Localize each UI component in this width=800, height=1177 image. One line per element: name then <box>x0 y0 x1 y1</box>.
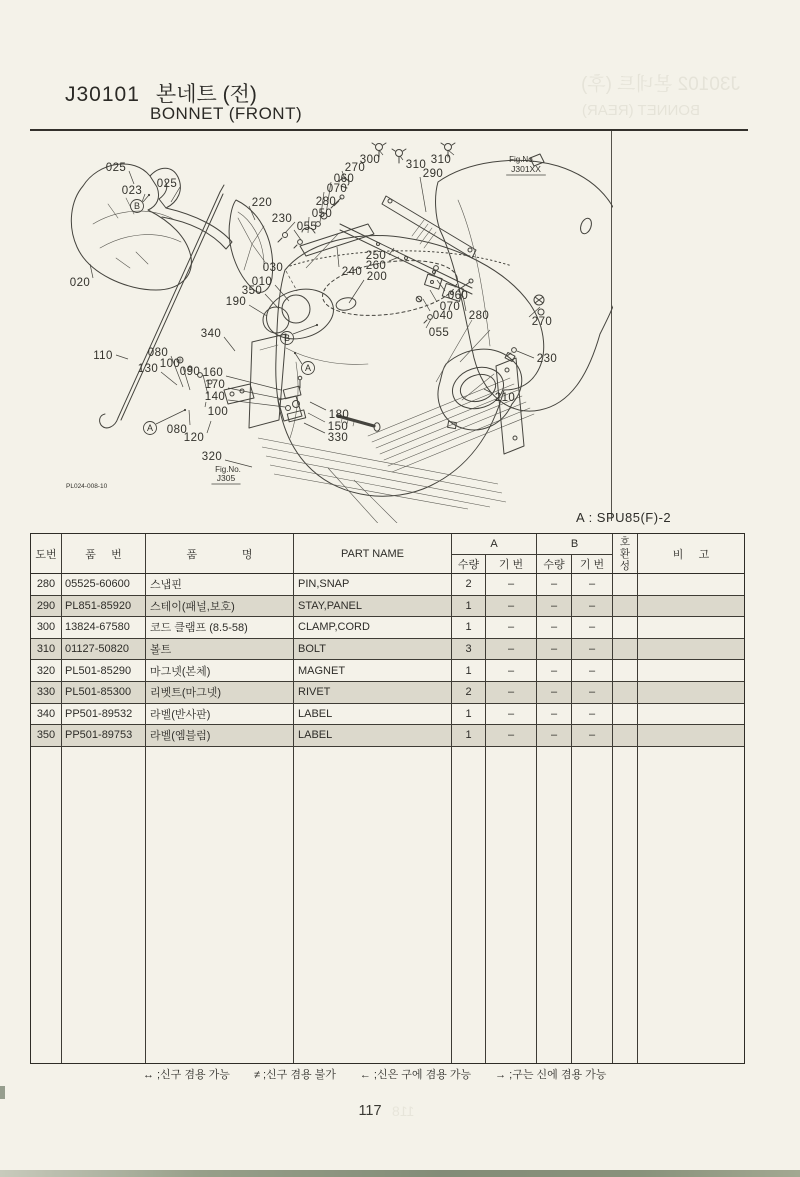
cell-compat <box>612 704 637 725</box>
callout-070: 070 <box>439 301 461 313</box>
callout-260: 260 <box>365 260 387 272</box>
leader-line <box>484 389 492 393</box>
table-empty-grid <box>31 747 744 1063</box>
callout-230: 230 <box>536 353 558 365</box>
cell-part_name: CLAMP,CORD <box>293 617 451 638</box>
cell-remarks <box>637 660 744 681</box>
cell-part_name: PIN,SNAP <box>293 574 451 595</box>
callout-040: 040 <box>432 310 454 322</box>
figure-reference-text: Fig.No. <box>215 465 241 474</box>
cell-a_qty: 1 <box>451 596 485 617</box>
marker-leader <box>293 325 317 334</box>
callout-320: 320 <box>201 451 223 463</box>
cell-name_kr: 라벨(엠블럼) <box>145 725 293 746</box>
table-row <box>31 639 744 661</box>
callout-300: 300 <box>359 154 381 166</box>
col-header-qty-b: 수량 <box>536 555 571 573</box>
exploded-diagram-svg <box>38 138 613 523</box>
legend-item: ← ;신은 구에 겸용 가능 <box>359 1069 472 1081</box>
callout-030: 030 <box>262 262 284 274</box>
cell-a_serial: – <box>485 596 536 617</box>
left-arrow-icon: ← <box>359 1069 371 1081</box>
callout-110: 110 <box>93 350 113 362</box>
callout-190: 190 <box>225 296 247 308</box>
col-header-serial-b: 기 번 <box>571 555 612 573</box>
cell-b_qty: – <box>536 596 571 617</box>
cell-compat <box>612 574 637 595</box>
rear-cowl-drawing <box>436 154 613 454</box>
cell-compat <box>612 617 637 638</box>
cell-part_no: PL501-85290 <box>61 660 145 681</box>
callout-020: 020 <box>69 277 91 289</box>
cell-a_qty: 1 <box>451 704 485 725</box>
callout-120: 120 <box>183 432 205 444</box>
callout-240: 240 <box>341 266 363 278</box>
right-arrow-icon: → <box>495 1069 507 1081</box>
cell-a_serial: – <box>485 639 536 660</box>
legend-item: ≠ ;신구 겸용 불가 <box>253 1069 336 1081</box>
cell-b_qty: – <box>536 617 571 638</box>
cell-a_serial: – <box>485 660 536 681</box>
cell-name_kr: 마그넷(본체) <box>145 660 293 681</box>
cell-b_serial: – <box>571 596 612 617</box>
cell-b_serial: – <box>571 725 612 746</box>
callout-180: 180 <box>328 409 350 421</box>
title-english: BONNET (FRONT) <box>150 104 303 123</box>
cell-a_qty: 1 <box>451 617 485 638</box>
legend-item: ↔ ;신구 겸용 가능 <box>143 1069 230 1081</box>
cell-b_serial: – <box>571 639 612 660</box>
cell-part_no: PP501-89532 <box>61 704 145 725</box>
cell-remarks <box>637 682 744 703</box>
cell-fig: 350 <box>36 729 56 742</box>
callout-100: 100 <box>159 358 181 370</box>
table-row <box>31 704 744 726</box>
cell-part_no: 05525-60600 <box>61 574 145 595</box>
not-equal-icon: ≠ <box>253 1069 260 1081</box>
cell-fig: 340 <box>36 707 56 720</box>
title-korean: 본네트 (전) <box>155 83 257 106</box>
cell-name_kr: 스테이(패널,보호) <box>145 596 293 617</box>
callout-270: 270 <box>344 162 366 174</box>
cell-a_qty: 1 <box>451 660 485 681</box>
model-note: A : SPU85(F)-2 <box>576 510 672 525</box>
table-row <box>31 725 744 747</box>
callout-060: 060 <box>333 173 355 185</box>
cell-part_name: MAGNET <box>293 660 451 681</box>
cell-fig: 280 <box>36 578 56 591</box>
cell-remarks <box>637 596 744 617</box>
cell-fig: 290 <box>36 599 56 612</box>
page-number: 117 <box>358 1103 382 1119</box>
cell-part_no: PL501-85300 <box>61 682 145 703</box>
leader-line <box>310 402 326 410</box>
callout-070: 070 <box>326 183 348 195</box>
cell-b_qty: – <box>536 660 571 681</box>
leader-line <box>116 355 128 359</box>
cell-name_kr: 볼트 <box>145 639 293 660</box>
cell-compat <box>612 639 637 660</box>
cell-a_serial: – <box>485 574 536 595</box>
cell-name_kr: 리벳트(마그넷) <box>145 682 293 703</box>
cell-b_qty: – <box>536 639 571 660</box>
callout-060: 060 <box>447 290 469 302</box>
cell-part_name: BOLT <box>293 639 451 660</box>
cell-name_kr: 코드 클램프 (8.5-58) <box>145 617 293 638</box>
cell-b_qty: – <box>536 704 571 725</box>
leader-line <box>517 351 534 358</box>
cell-name_kr: 라벨(반사판) <box>145 704 293 725</box>
cell-b_serial: – <box>571 682 612 703</box>
leader-line <box>286 271 297 291</box>
callout-010: 010 <box>251 276 273 288</box>
table-row <box>31 682 744 704</box>
cell-remarks <box>637 617 744 638</box>
assembly-marker-letter: A <box>146 423 154 434</box>
cell-part_no: PL851-85920 <box>61 596 145 617</box>
callout-250: 250 <box>365 250 387 262</box>
cell-part_name: STAY,PANEL <box>293 596 451 617</box>
leader-line <box>161 372 177 385</box>
cell-a_serial: – <box>485 682 536 703</box>
leader-line <box>304 423 325 433</box>
callout-055: 055 <box>428 327 450 339</box>
cell-fig: 330 <box>36 686 56 699</box>
leader-line <box>189 410 190 425</box>
callout-200: 200 <box>366 271 388 283</box>
marker-leader <box>156 410 185 424</box>
callout-310: 310 <box>405 159 427 171</box>
callout-090: 090 <box>179 366 201 378</box>
callout-290: 290 <box>422 168 444 180</box>
cell-compat <box>612 660 637 681</box>
both-arrow-icon: ↔ <box>143 1069 154 1081</box>
cell-b_serial: – <box>571 617 612 638</box>
leader-line <box>228 400 285 407</box>
col-header-remarks: 비 고 <box>637 534 744 573</box>
cell-b_qty: – <box>536 574 571 595</box>
callout-330: 330 <box>327 432 349 444</box>
assembly-marker-letter: B <box>133 201 141 212</box>
figure-reference-text: Fig.No. <box>509 155 535 164</box>
leader-line <box>142 194 145 202</box>
bleed-through-title: J30102 본네트 (후) BONNET (REAR) <box>581 74 740 119</box>
bonnet-body-drawing <box>261 236 544 497</box>
col-header-qty-a: 수량 <box>451 555 485 573</box>
callout-210: 210 <box>494 392 516 404</box>
callout-170: 170 <box>204 379 226 391</box>
cell-a_serial: – <box>485 704 536 725</box>
exploded-diagram <box>38 138 613 523</box>
cell-part_name: RIVET <box>293 682 451 703</box>
callout-270: 270 <box>531 316 553 328</box>
marker-dot <box>148 194 150 196</box>
table-row <box>31 617 744 639</box>
leader-line <box>228 388 283 399</box>
col-header-b: B <box>536 534 612 555</box>
callout-050: 050 <box>311 208 333 220</box>
cell-remarks <box>637 639 744 660</box>
figure-reference-text: J301XX <box>511 164 541 174</box>
assembly-marker-letter: A <box>304 363 312 374</box>
cell-a_serial: – <box>485 617 536 638</box>
cell-part_name: LABEL <box>293 704 451 725</box>
callout-100: 100 <box>207 406 229 418</box>
cell-compat <box>612 725 637 746</box>
leader-line <box>423 299 430 311</box>
marker-dot <box>184 409 186 411</box>
assembly-marker-letter: B <box>283 333 291 344</box>
cell-fig: 300 <box>36 621 56 634</box>
cell-remarks <box>637 704 744 725</box>
grille-strips-drawing <box>258 438 506 523</box>
callout-023: 023 <box>121 185 143 197</box>
figure-reference-text: J305 <box>216 473 236 483</box>
leader-line <box>400 156 403 160</box>
cell-part_no: 01127-50820 <box>61 639 145 660</box>
callout-055: 055 <box>296 221 318 233</box>
leader-line <box>430 290 437 302</box>
leader-line <box>224 337 235 351</box>
callout-310: 310 <box>430 154 452 166</box>
parts-table <box>30 533 745 1064</box>
leader-line <box>129 171 134 184</box>
callout-280: 280 <box>468 310 490 322</box>
compatibility-legend <box>143 1066 606 1082</box>
latch-hardware-drawing <box>283 376 305 422</box>
callout-130: 130 <box>137 363 159 375</box>
leader-line <box>207 421 211 433</box>
col-header-compat: 호환성 <box>612 534 637 573</box>
col-header-serial-a: 기 번 <box>485 555 536 573</box>
leader-line <box>265 294 279 309</box>
col-header-part-no: 품 번 <box>61 534 145 573</box>
figure-reference-text: PL024-008-10 <box>66 483 108 490</box>
callout-025: 025 <box>156 178 178 190</box>
table-header <box>31 534 744 574</box>
leader-line <box>389 257 399 261</box>
cell-b_serial: – <box>571 574 612 595</box>
col-header-a: A <box>451 534 536 555</box>
cell-b_serial: – <box>571 660 612 681</box>
callout-280: 280 <box>315 196 337 208</box>
leader-line <box>349 280 364 303</box>
cell-fig: 310 <box>36 643 56 656</box>
leader-line <box>420 177 426 212</box>
scan-edge-mark <box>0 1086 5 1099</box>
marker-dot <box>316 324 318 326</box>
table-body <box>31 574 744 747</box>
cell-part_name: LABEL <box>293 725 451 746</box>
callout-080: 080 <box>166 424 188 436</box>
cell-remarks <box>637 574 744 595</box>
col-header-name-kr: 품 명 <box>145 534 293 573</box>
leader-line <box>308 413 325 422</box>
cell-b_qty: – <box>536 682 571 703</box>
table-row <box>31 660 744 682</box>
cell-compat <box>612 596 637 617</box>
leader-line <box>337 247 339 267</box>
cell-a_qty: 2 <box>451 574 485 595</box>
callout-080: 080 <box>147 347 169 359</box>
figure-code: J30101 <box>65 83 140 106</box>
callout-350: 350 <box>241 285 263 297</box>
cell-fig: 320 <box>36 664 56 677</box>
marker-dot <box>294 352 296 354</box>
cell-b_serial: – <box>571 704 612 725</box>
callout-150: 150 <box>327 421 349 433</box>
cell-part_no: 13824-67580 <box>61 617 145 638</box>
callout-340: 340 <box>200 328 222 340</box>
cell-a_qty: 3 <box>451 639 485 660</box>
callout-230: 230 <box>271 213 293 225</box>
table-row <box>31 574 744 596</box>
cell-compat <box>612 682 637 703</box>
callout-025: 025 <box>105 162 127 174</box>
cell-a_serial: – <box>485 725 536 746</box>
title-rule <box>30 129 748 131</box>
table-row <box>31 596 744 618</box>
cell-remarks <box>637 725 744 746</box>
cell-a_qty: 2 <box>451 682 485 703</box>
cell-a_qty: 1 <box>451 725 485 746</box>
col-header-part-name: PART NAME <box>293 534 451 573</box>
cell-part_no: PP501-89753 <box>61 725 145 746</box>
leader-line <box>249 305 267 316</box>
callout-220: 220 <box>251 197 273 209</box>
callout-160: 160 <box>202 367 224 379</box>
scan-edge-artifact <box>0 1170 800 1177</box>
col-header-fig: 도번 <box>35 548 57 561</box>
bleed-through-page-number: 118 <box>392 1103 415 1119</box>
cell-name_kr: 스냅핀 <box>145 574 293 595</box>
cell-b_qty: – <box>536 725 571 746</box>
callout-140: 140 <box>204 391 226 403</box>
legend-item: → ;구는 신에 겸용 가능 <box>495 1069 607 1081</box>
